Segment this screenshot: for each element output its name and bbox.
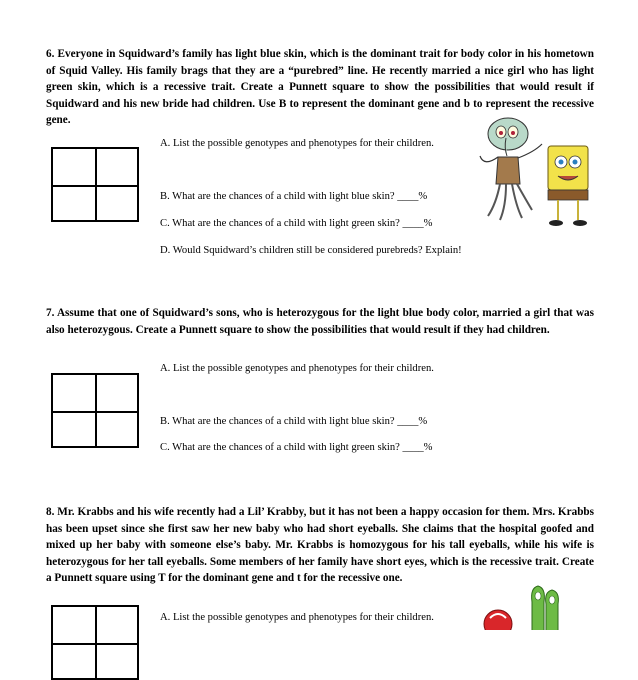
grid-line (53, 411, 137, 413)
grid-line (53, 185, 137, 187)
q6-item-c: C. What are the chances of a child with light green skin? ____% (160, 218, 433, 229)
question-8-text: 8. Mr. Krabbs and his wife recently had a Lil’ Krabby, but it has not been a happy occasion for them. Mrs. Krabbs has been upset since she first saw her new baby who had short eyeballs. She claims that the hospital goofed and mixed up her baby with someone else’s baby. Mr. Krabbs is homozygous for his tall eyeballs, while his wife is heterozygous for her tall eyeballs. Some members of her family have short eyes, which is the recessive trait. Create a Punnett square using T for the dominant gene and t for the recessive one. (46, 506, 594, 585)
q8-item-a: A. List the possible genotypes and phenotypes for their children. (160, 612, 434, 623)
q6-item-d: D. Would Squidward’s children still be considered purebreds? Explain! (160, 245, 462, 256)
q7-item-a: A. List the possible genotypes and phenotypes for their children. (160, 363, 434, 374)
q6-item-b: B. What are the chances of a child with light blue skin? ____% (160, 191, 428, 202)
question-7-text: 7. Assume that one of Squidward’s sons, who is heterozygous for the light blue body color, married a girl that was also heterozygous. Create a Punnett square to show the possibilities that would result if they had children. (46, 307, 594, 336)
punnett-square-7[interactable] (51, 373, 139, 448)
punnett-square-6[interactable] (51, 147, 139, 222)
q7-item-b: B. What are the chances of a child with light blue skin? ____% (160, 416, 428, 427)
punnett-square-8[interactable] (51, 605, 139, 680)
spongebob-body (548, 146, 588, 190)
question-6-text: 6. Everyone in Squidward’s family has light blue skin, which is the dominant trait for body color in his hometown of Squid Valley. His family brags that they are a “purebred” line. He recently married a nice girl who has light green skin, which is a recessive trait. Create a Punnett square to show the possibilities that would result if Squidward and his new bride had children. Use B to represent the dominant gene and b to represent the recessive gene. (46, 48, 594, 127)
krabs-plankton-illustration (482, 580, 572, 630)
q6-item-a: A. List the possible genotypes and phenotypes for their children. (160, 138, 434, 149)
q7-item-c: C. What are the chances of a child with light green skin? ____% (160, 442, 433, 453)
squidward-spongebob-illustration (470, 112, 600, 232)
grid-line (53, 643, 137, 645)
